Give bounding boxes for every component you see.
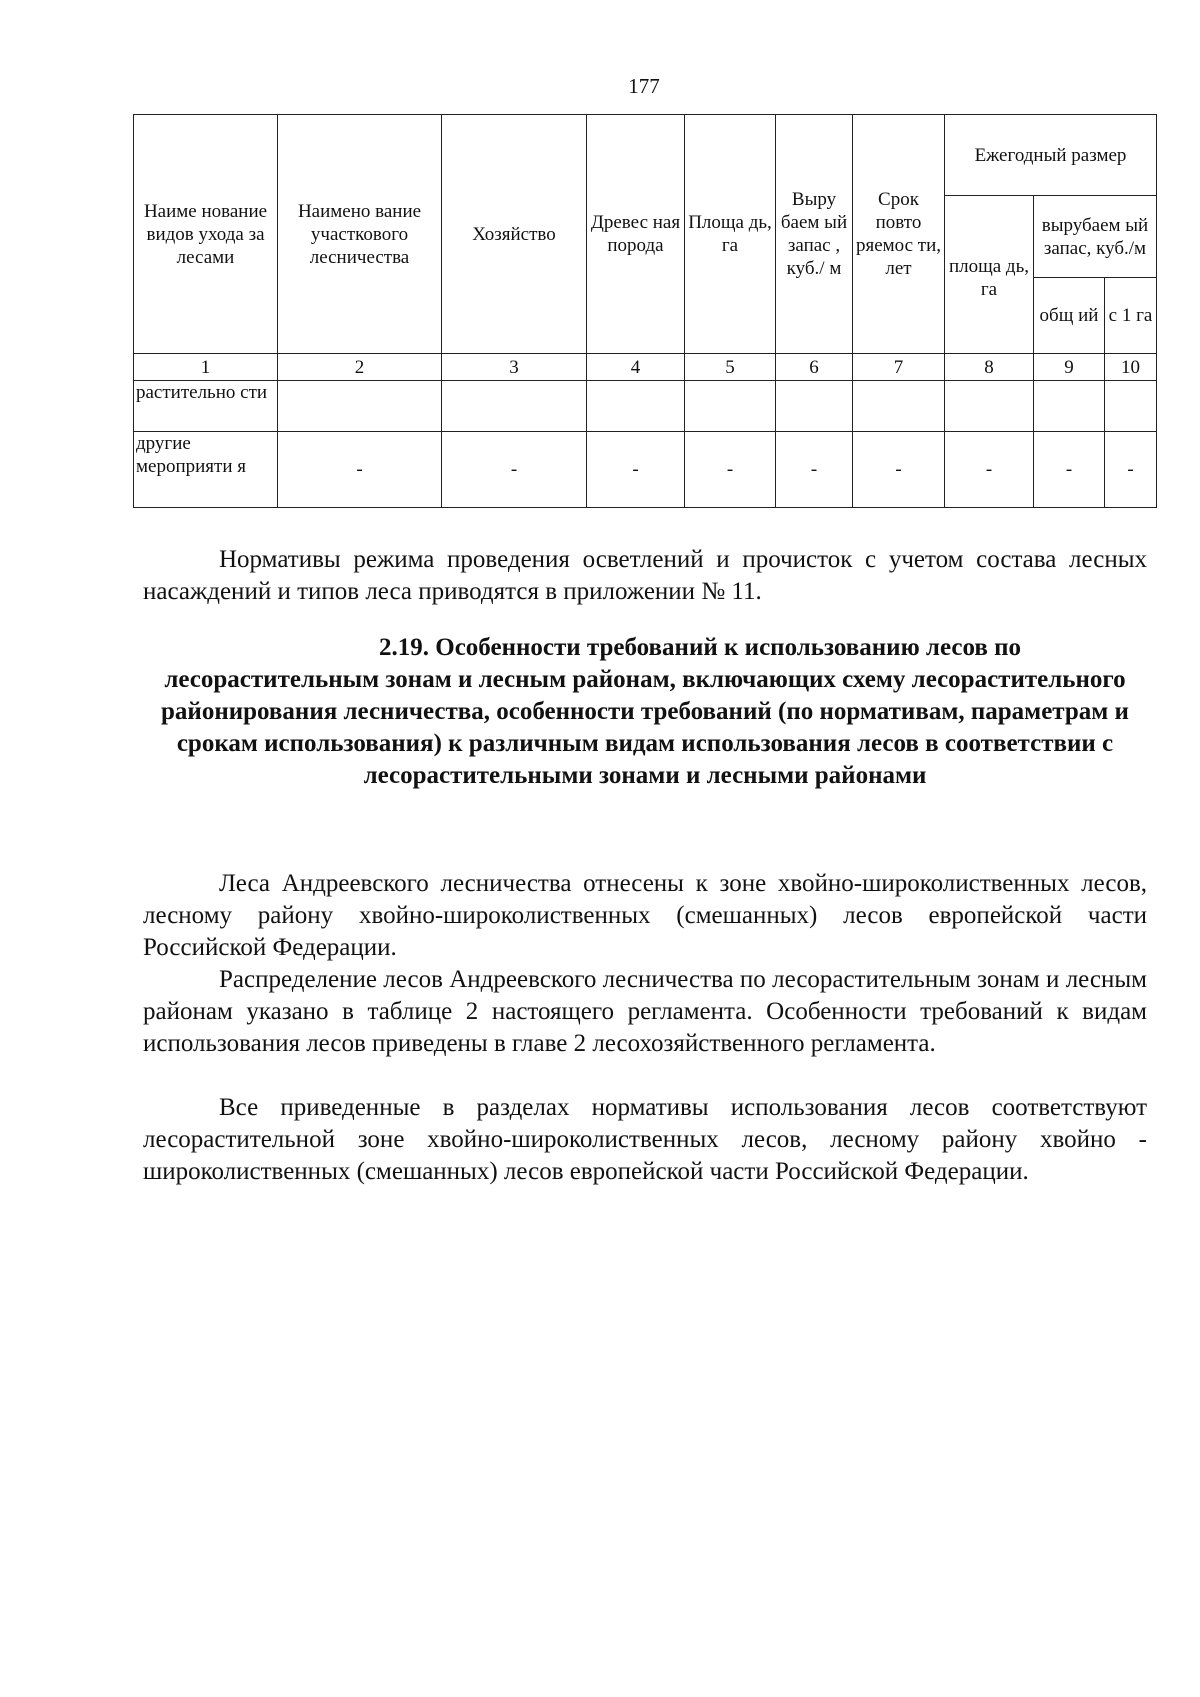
paragraph-forest-zone: Леса Андреевского лесничества отнесены к зоне хвойно-широколиственных лесов, лесному району хвойно-широколиственных (смешанных) лесов европейской части Российской Федерации. (143, 870, 1147, 961)
header-annual-size: Ежегодный размер (945, 115, 1157, 196)
header-volume-total: общ ий (1034, 278, 1105, 354)
column-number: 8 (945, 354, 1034, 381)
column-number: 5 (685, 354, 776, 381)
column-number: 9 (1034, 354, 1105, 381)
header-annual-area: площа дь, га (945, 196, 1034, 354)
row-name: другие мероприяти я (134, 432, 278, 508)
table-cell: - (945, 432, 1034, 508)
header-repeat-period: Срок повто ряемос ти, лет (853, 115, 945, 354)
section-heading-rest: лесорастительным зонам и лесным районам, включающих схему лесорастительного районирования лесничества, особенности требований (по нормативам, параметрам и срокам использования) к различным видам использования лесов в соответствии с лесорастительными зонами и лесными районами (161, 666, 1129, 789)
column-number: 6 (776, 354, 853, 381)
header-annual-volume: вырубаем ый запас, куб./м (1034, 196, 1157, 278)
column-number: 10 (1105, 354, 1157, 381)
table-cell (1034, 381, 1105, 432)
header-area: Площа дь, га (685, 115, 776, 354)
table-cell (1105, 381, 1157, 432)
table-cell: - (442, 432, 587, 508)
table-cell: - (587, 432, 685, 508)
header-care-type: Наиме нование видов ухода за лесами (134, 115, 278, 354)
row-name: растительно сти (134, 381, 278, 432)
header-economy: Хозяйство (442, 115, 587, 354)
header-cut-volume: Выру баем ый запас , куб./ м (776, 115, 853, 354)
paragraph-thinning-norms: Нормативы режима проведения осветлений и прочисток с учетом состава лесных насаждений и типов леса приводятся в приложении № 11. (143, 546, 1147, 605)
table-cell (587, 381, 685, 432)
page-number: 177 (628, 74, 660, 98)
header-district: Наимено вание участкового лесничества (278, 115, 442, 354)
table-cell (776, 381, 853, 432)
table-cell: - (1105, 432, 1157, 508)
table-cell: - (278, 432, 442, 508)
header-volume-per-ha: с 1 га (1105, 278, 1157, 354)
column-number-row (134, 354, 1157, 381)
table-cell (278, 381, 442, 432)
column-number: 1 (134, 354, 278, 381)
paragraph-distribution: Распределение лесов Андреевского лесничества по лесорастительным зонам и лесным районам указано в таблице 2 настоящего регламента. Особенности требований к видам использования лесов приведены в главе 2 лесохозяйственного регламента. (143, 966, 1147, 1057)
column-number: 4 (587, 354, 685, 381)
column-number: 7 (853, 354, 945, 381)
paragraph-norms-conformity: Все приведенные в разделах нормативы использования лесов соответствуют лесорастительной зоне хвойно-широколиственных лесов, лесному району хвойно - широколиственных (смешанных) лесов европейской части Российской Федерации. (143, 1094, 1147, 1185)
section-heading (143, 632, 1147, 792)
table-cell: - (685, 432, 776, 508)
table-cell (853, 381, 945, 432)
forest-care-table (133, 114, 1157, 508)
header-tree-species: Древес ная порода (587, 115, 685, 354)
table-row (134, 381, 1157, 432)
table-cell: - (1034, 432, 1105, 508)
table-cell (685, 381, 776, 432)
table-cell (442, 381, 587, 432)
table-cell: - (853, 432, 945, 508)
table-cell (945, 381, 1034, 432)
column-number: 2 (278, 354, 442, 381)
column-number: 3 (442, 354, 587, 381)
table-row (134, 432, 1157, 508)
section-heading-line-1: 2.19. Особенности требований к использованию лесов по (379, 634, 1021, 661)
table-cell: - (776, 432, 853, 508)
